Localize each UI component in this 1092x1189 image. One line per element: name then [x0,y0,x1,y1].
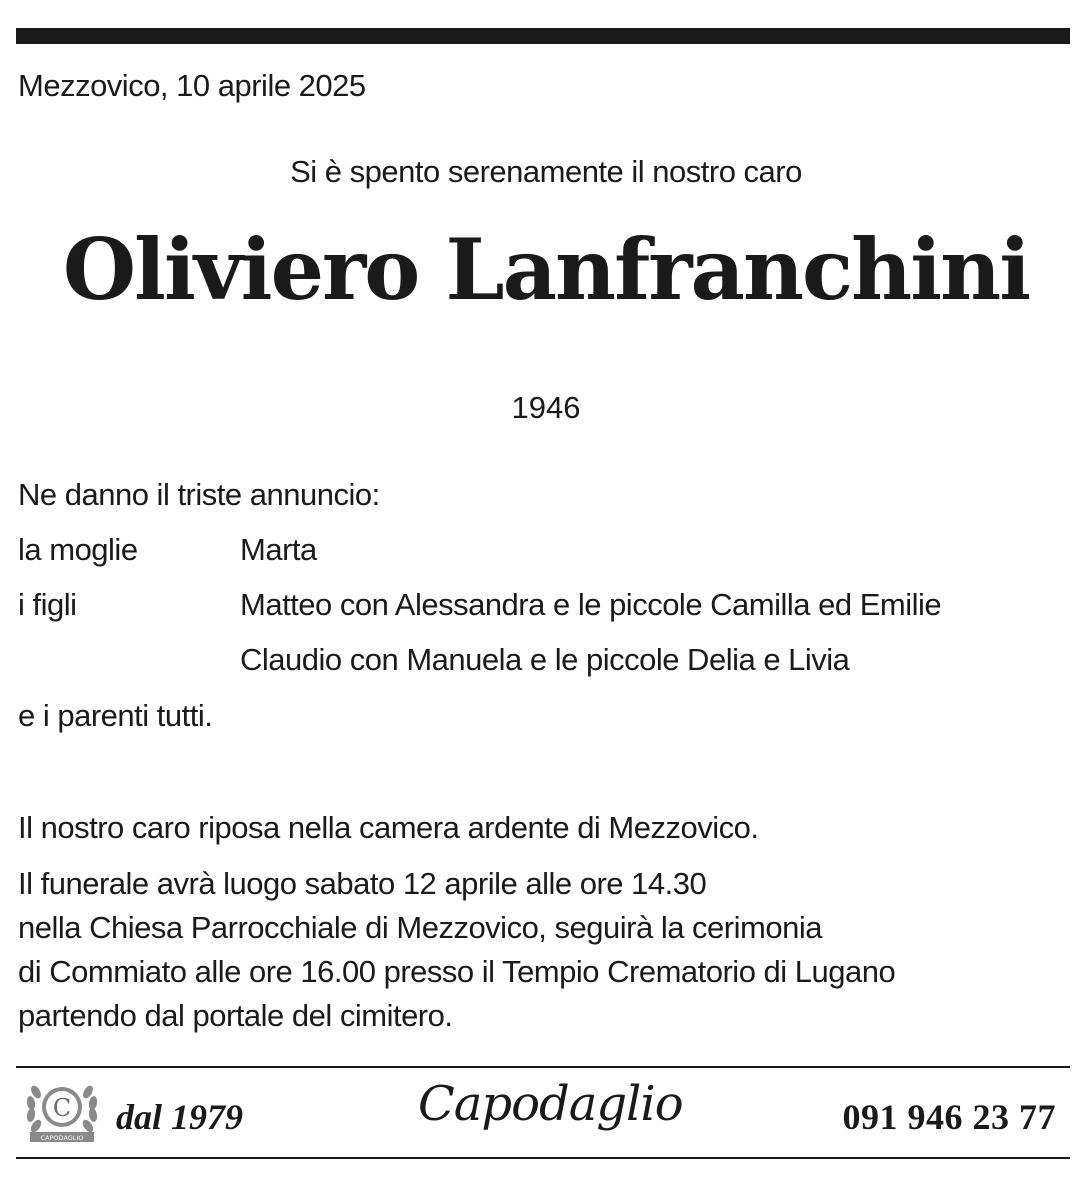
funeral-details [18,862,895,1038]
family-names: Marta [240,532,317,567]
family-role: i figli [18,587,77,622]
funeral-home-logo [22,1076,102,1146]
family-names: Claudio con Manuela e le piccole Delia e Livia [240,642,850,677]
funeral-home-brand: Capodaglio [418,1076,683,1132]
funeral-line: di Commiato alle ore 16.00 presso il Tempio Crematorio di Lugano [18,954,896,989]
footer-bottom-rule [16,1157,1070,1159]
rest-notice: Il nostro caro riposa nella camera ardente di Mezzovico. [18,810,759,845]
family-names: Matteo con Alessandra e le piccole Camilla ed Emilie [240,587,942,622]
date-line: Mezzovico, 10 aprile 2025 [18,68,366,103]
family-row-children-2 [18,642,849,678]
logo-banner: CAPODAGLIO [40,1134,84,1142]
funeral-line: Il funerale avrà luogo sabato 12 aprile alle ore 14.30 [18,866,707,901]
birth-year: 1946 [511,390,581,425]
family-row-children [18,587,941,623]
deceased-name: Oliviero Lanfranchini [62,220,1030,319]
announcement-closing: e i parenti tutti. [18,698,213,733]
footer-top-rule [16,1066,1070,1068]
family-row-wife [18,532,317,568]
announcement-lead: Ne danno il triste annuncio: [18,477,380,512]
phone-number: 091 946 23 77 [842,1097,1056,1137]
funeral-line: partendo dal portale del cimitero. [18,998,453,1033]
funeral-line: nella Chiesa Parrocchiale di Mezzovico, seguirà la cerimonia [18,910,822,945]
family-role: la moglie [18,532,138,567]
top-rule [16,28,1070,44]
intro-text: Si è spento serenamente il nostro caro [290,154,802,189]
since-year: dal 1979 [116,1097,244,1137]
logo-letter: C [52,1094,72,1122]
